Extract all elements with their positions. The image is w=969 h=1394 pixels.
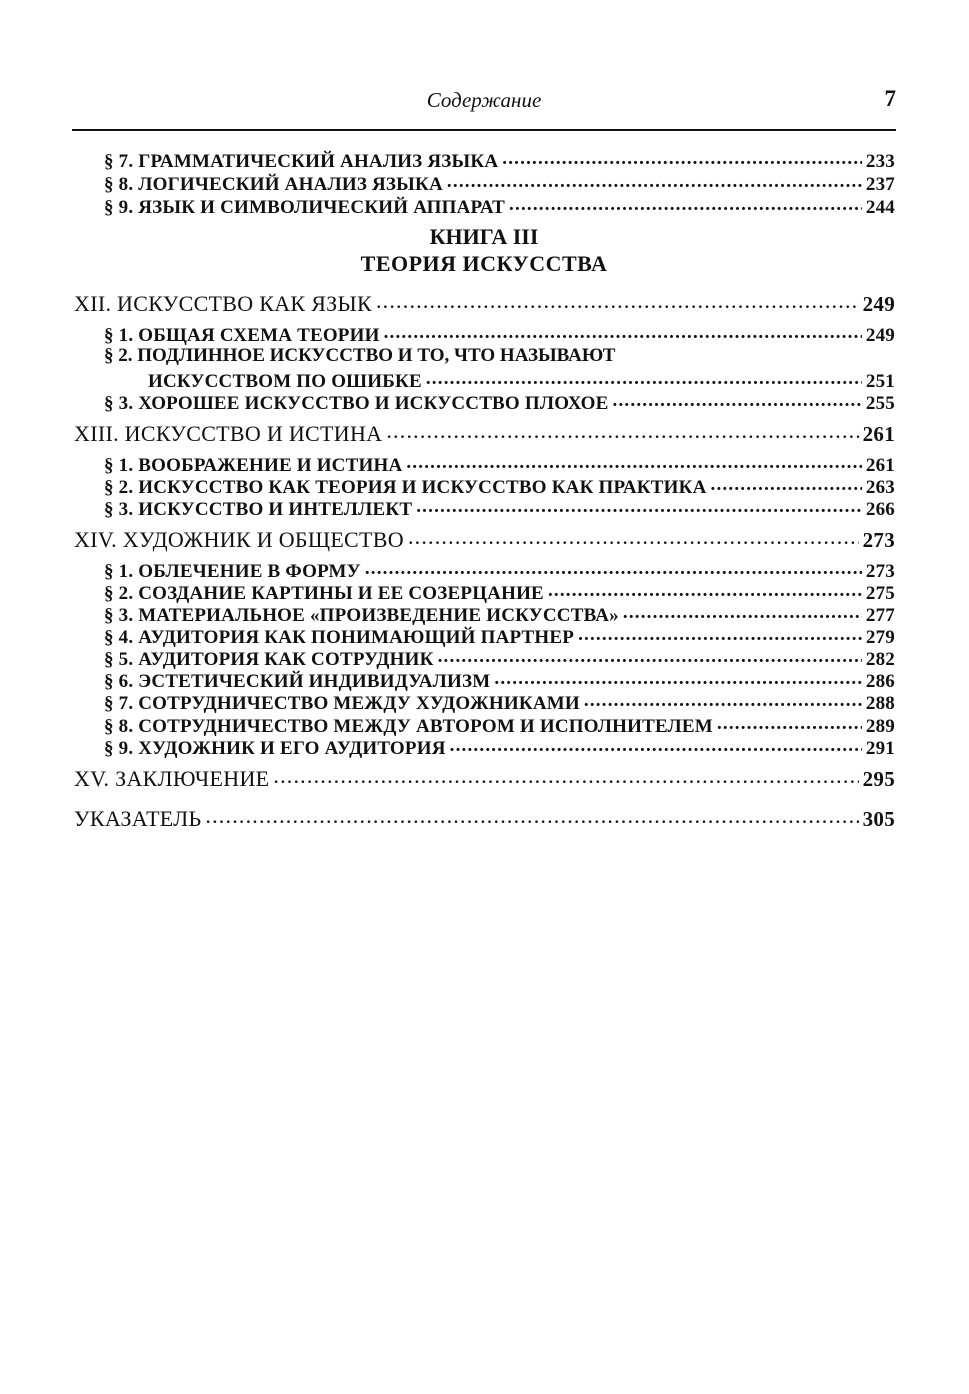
leader-dots bbox=[450, 735, 862, 754]
toc-chapter-label: XV. ЗАКЛЮЧЕНИЕ bbox=[74, 766, 270, 791]
toc-chapter-page: 249 bbox=[862, 292, 895, 316]
leader-dots bbox=[426, 368, 862, 387]
leader-dots bbox=[502, 148, 862, 167]
toc-chapter-page: 295 bbox=[862, 767, 895, 791]
toc-entry-page: 255 bbox=[865, 393, 895, 414]
toc-entry-label: § 1. ОБЛЕЧЕНИЕ В ФОРМУ bbox=[104, 561, 361, 582]
toc-entry[interactable] bbox=[104, 171, 895, 196]
book-subtitle: ТЕОРИЯ ИСКУССТВА bbox=[360, 251, 608, 276]
toc-entry-page: 261 bbox=[865, 455, 895, 476]
toc-entry[interactable] bbox=[104, 690, 895, 715]
toc-entry[interactable] bbox=[104, 148, 895, 173]
leader-dots bbox=[548, 580, 862, 599]
toc-entry[interactable] bbox=[104, 194, 895, 219]
toc-chapter-page: 261 bbox=[862, 422, 895, 446]
toc-entry-page: 233 bbox=[865, 151, 895, 172]
leader-dots bbox=[406, 452, 862, 471]
toc-entry-page: 282 bbox=[865, 649, 895, 670]
leader-dots bbox=[365, 558, 862, 577]
toc-entry-page: 279 bbox=[865, 627, 895, 648]
toc-chapter[interactable] bbox=[74, 525, 895, 553]
toc-entry-page: 237 bbox=[865, 174, 895, 195]
toc-entry-label: § 8. СОТРУДНИЧЕСТВО МЕЖДУ АВТОРОМ И ИСПОЛНИТЕЛЕМ bbox=[104, 716, 713, 737]
page-number: 7 bbox=[884, 86, 896, 111]
toc-entry-label[interactable]: § 2. ПОДЛИННОЕ ИСКУССТВО И ТО, ЧТО НАЗЫВАЮТ bbox=[104, 345, 616, 366]
toc-entry[interactable] bbox=[104, 390, 895, 415]
leader-dots bbox=[408, 525, 859, 547]
toc-entry-label: § 5. АУДИТОРИЯ КАК СОТРУДНИК bbox=[104, 649, 434, 670]
book-title: КНИГА III bbox=[429, 224, 539, 249]
toc-entry-page: 286 bbox=[865, 671, 895, 692]
toc-index-label: УКАЗАТЕЛЬ bbox=[74, 806, 202, 831]
toc-entry-label: § 9. ХУДОЖНИК И ЕГО АУДИТОРИЯ bbox=[104, 738, 446, 759]
toc-entry-label: § 3. ХОРОШЕЕ ИСКУССТВО И ИСКУССТВО ПЛОХОЕ bbox=[104, 393, 609, 414]
toc-entry-page: 251 bbox=[865, 371, 895, 392]
toc-entry-label: § 8. ЛОГИЧЕСКИЙ АНАЛИЗ ЯЗЫКА bbox=[104, 174, 443, 195]
leader-dots bbox=[384, 322, 862, 341]
toc-entry-page: 249 bbox=[865, 325, 895, 346]
toc-entry-label: § 2. СОЗДАНИЕ КАРТИНЫ И ЕЕ СОЗЕРЦАНИЕ bbox=[104, 583, 544, 604]
leader-dots bbox=[438, 646, 862, 665]
leader-dots bbox=[386, 419, 858, 441]
toc-entry-label: § 1. ОБЩАЯ СХЕМА ТЕОРИИ bbox=[104, 325, 380, 346]
toc-entry-label: § 7. СОТРУДНИЧЕСТВО МЕЖДУ ХУДОЖНИКАМИ bbox=[104, 693, 580, 714]
toc-entry-page: 277 bbox=[865, 605, 895, 626]
leader-dots bbox=[584, 690, 862, 709]
toc-entry-label: § 3. ИСКУССТВО И ИНТЕЛЛЕКТ bbox=[104, 499, 413, 520]
toc-index-page: 305 bbox=[862, 807, 895, 831]
toc-entry-label: § 7. ГРАММАТИЧЕСКИЙ АНАЛИЗ ЯЗЫКА bbox=[104, 151, 499, 172]
toc-entry-page: 288 bbox=[865, 693, 895, 714]
toc-chapter-label: XIII. ИСКУССТВО И ИСТИНА bbox=[74, 421, 383, 446]
toc-entry-page: 273 bbox=[865, 561, 895, 582]
leader-dots bbox=[509, 194, 862, 213]
toc-chapter[interactable] bbox=[74, 764, 895, 792]
toc-entry-label: § 2. ИСКУССТВО КАК ТЕОРИЯ И ИСКУССТВО КАК ПРАКТИКА bbox=[104, 477, 707, 498]
leader-dots bbox=[711, 474, 862, 493]
leader-dots bbox=[376, 289, 859, 311]
leader-dots bbox=[205, 804, 858, 826]
toc-chapter-page: 273 bbox=[862, 528, 895, 552]
leader-dots bbox=[494, 668, 862, 687]
toc-entry-page: 289 bbox=[865, 716, 895, 737]
toc-entry-label: § 9. ЯЗЫК И СИМВОЛИЧЕСКИЙ АППАРАТ bbox=[104, 197, 506, 218]
toc-chapter[interactable] bbox=[74, 419, 895, 447]
toc-entry-page: 291 bbox=[865, 738, 895, 759]
toc-chapter-label: XIV. ХУДОЖНИК И ОБЩЕСТВО bbox=[74, 527, 404, 552]
leader-dots bbox=[578, 624, 862, 643]
running-title: Содержание bbox=[426, 88, 542, 112]
toc-entry-page: 275 bbox=[865, 583, 895, 604]
toc-entry-continuation: ИСКУССТВОМ ПО ОШИБКЕ bbox=[148, 371, 422, 392]
toc-index[interactable] bbox=[74, 804, 895, 832]
toc-chapter-label: XII. ИСКУССТВО КАК ЯЗЫК bbox=[74, 291, 372, 316]
leader-dots bbox=[447, 171, 862, 190]
toc-entry-label: § 1. ВООБРАЖЕНИЕ И ИСТИНА bbox=[104, 455, 403, 476]
leader-dots bbox=[273, 764, 858, 786]
toc-entry-page: 266 bbox=[865, 499, 895, 520]
toc-entry-page: 244 bbox=[865, 197, 895, 218]
toc-entry[interactable] bbox=[104, 735, 895, 760]
toc-entry-label: § 4. АУДИТОРИЯ КАК ПОНИМАЮЩИЙ ПАРТНЕР bbox=[104, 627, 575, 648]
leader-dots bbox=[623, 602, 862, 621]
toc-entry[interactable] bbox=[104, 496, 895, 521]
toc-entry[interactable] bbox=[104, 322, 895, 347]
toc-entry-label: § 3. МАТЕРИАЛЬНОЕ «ПРОИЗВЕДЕНИЕ ИСКУССТВА» bbox=[104, 605, 619, 626]
toc-entry-page: 263 bbox=[865, 477, 895, 498]
leader-dots bbox=[416, 496, 862, 515]
leader-dots bbox=[717, 713, 862, 732]
toc-chapter[interactable] bbox=[74, 289, 895, 317]
leader-dots bbox=[613, 390, 862, 409]
toc-entry-label: § 6. ЭСТЕТИЧЕСКИЙ ИНДИВИДУАЛИЗМ bbox=[104, 671, 491, 692]
